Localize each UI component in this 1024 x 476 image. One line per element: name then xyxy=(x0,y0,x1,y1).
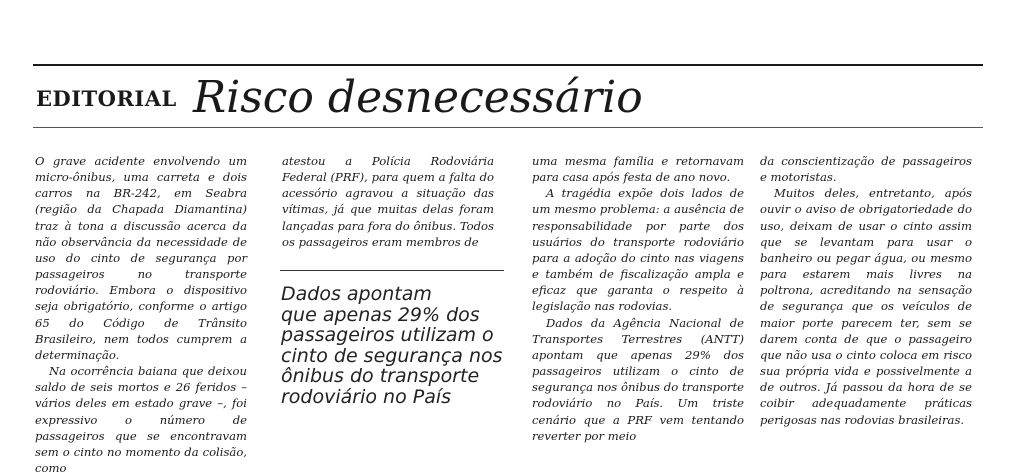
section-kicker: EDITORIAL xyxy=(36,86,177,111)
pullquote-line: passageiros utilizam o xyxy=(281,324,494,347)
header-top-rule xyxy=(33,64,983,66)
text-column-4 xyxy=(760,153,972,428)
pullquote-rule xyxy=(280,270,504,271)
pullquote-line: que apenas 29% dos xyxy=(281,303,480,326)
text-column-3 xyxy=(532,153,744,444)
paragraph: O grave acidente envolvendo um micro-ônibus, uma carreta e dois carros na BR-242, em Seabra (região da Chapada Diamantina) traz à tona a discussão acerca da não observância da necessidade de uso do cinto de segurança por passageiros no transporte rodoviário. Embora o dispositivo seja obrigatório, conforme o artigo 65 do Código de Trânsito Brasileiro, nem todos cumprem a determinação. xyxy=(35,154,247,362)
pullquote xyxy=(281,284,511,408)
paragraph: uma mesma família e retornavam para casa após festa de ano novo. xyxy=(532,154,744,185)
paragraph: Muitos deles, entretanto, após ouvir o aviso de obrigatoriedade do uso, deixam de usar o cinto assim que se levantam para usar o banheiro ou pegar água, ou mesmo para estarem mais livres na poltrona, acreditando na sensação de segurança que os veículos de maior porte parecem ter, sem se darem conta de que o passageiro que não usa o cinto coloca em risco sua própria vida e possivelmente a de outros. Já passou da hora de se coibir adequadamente práticas perigosas nas rodovias brasileiras. xyxy=(760,186,972,427)
paragraph: atestou a Polícia Rodoviária Federal (PRF), para quem a falta do acessório agravou a situação das vítimas, já que muitas delas foram lançadas para fora do ônibus. Todos os passageiros eram membros de xyxy=(282,154,494,249)
paragraph: Na ocorrência baiana que deixou saldo de seis mortos e 26 feridos – vários deles em estado grave –, foi expressivo o número de passageiros que se encontravam sem o cinto no momento da colisão, como xyxy=(35,364,247,475)
pullquote-line: rodoviário no País xyxy=(281,385,452,408)
header-bottom-rule xyxy=(33,127,983,128)
paragraph: A tragédia expõe dois lados de um mesmo problema: a ausência de responsabilidade por parte dos usuários do transporte rodoviário para a adoção do cinto nas viagens e também de fiscalização ampla e eficaz que garanta o respeito à legislação nas rodovias. xyxy=(532,186,744,314)
article-headline: Risco desnecessário xyxy=(193,72,643,123)
pullquote-line: Dados apontam xyxy=(281,283,432,305)
text-column-1 xyxy=(35,153,247,476)
text-column-2 xyxy=(282,153,494,250)
paragraph: da conscientização de passageiros e motoristas. xyxy=(760,154,972,185)
pullquote-line: ônibus do transporte xyxy=(281,365,480,388)
pullquote-line: cinto de segurança nos xyxy=(281,344,503,367)
paragraph: Dados da Agência Nacional de Transportes Terrestres (ANTT) apontam que apenas 29% dos passageiros utilizam o cinto de segurança nos ônibus do transporte rodoviário no País. Um triste cenário que a PRF vem tentando reverter por meio xyxy=(532,315,744,443)
